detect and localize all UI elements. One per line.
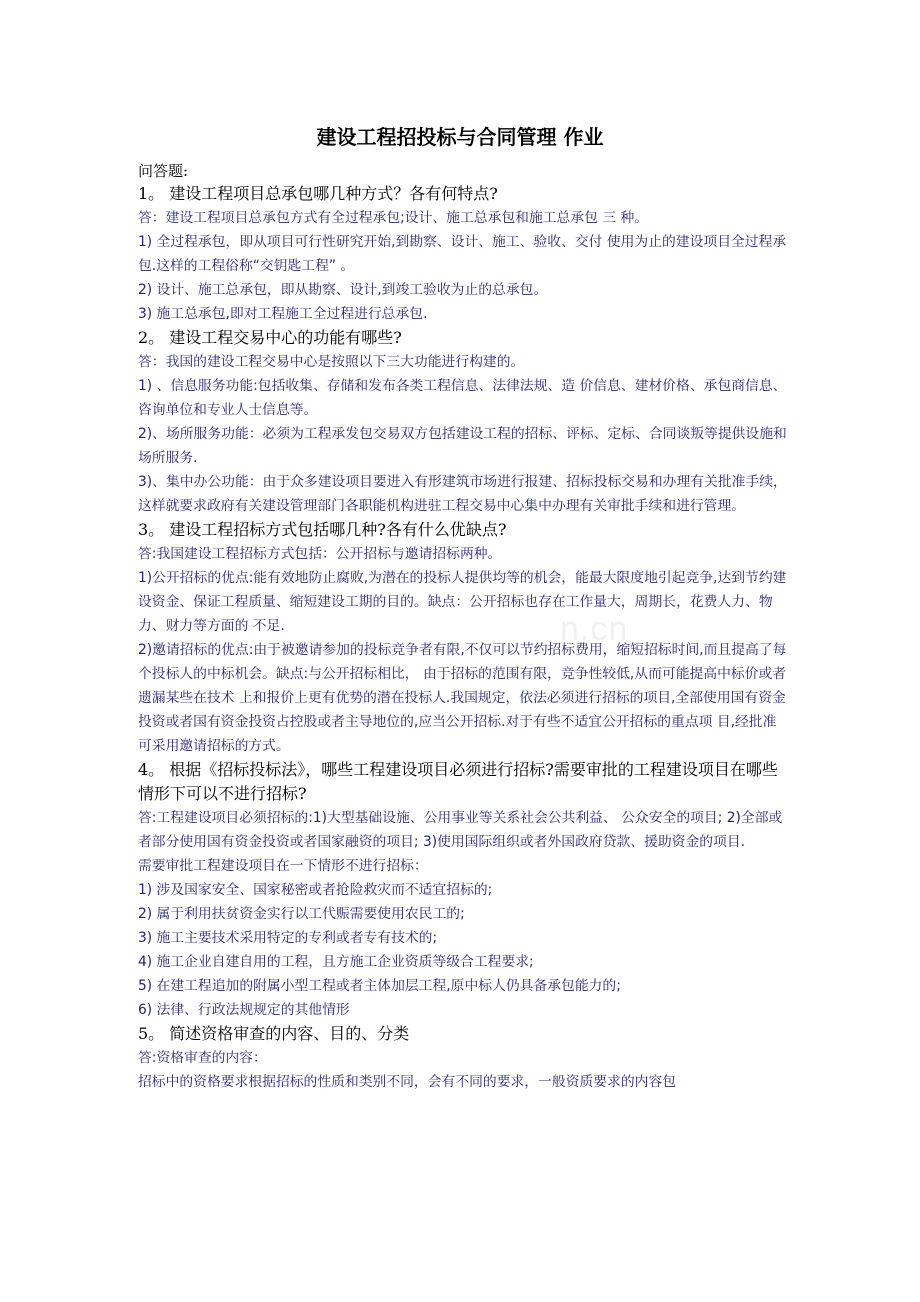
answer-paragraph: 1)公开招标的优点:能有效地防止腐败,为潜在的投标人提供均等的机会，能最大限度地引起竞争,达到节约建设资金、保证工程质量、缩短建设工期的目的。缺点：公开招标也存在工作量大，周期长，花费人力、物力、财力等方面的 不足. <box>138 570 787 634</box>
answer-paragraph: 需要审批工程建设项目在一下情形不进行招标： <box>138 858 428 874</box>
question-heading: 2。 建设工程交易中心的功能有哪些? <box>138 328 402 347</box>
answer-paragraph: 招标中的资格要求根据招标的性质和类别不同，会有不同的要求，一般资质要求的内容包 <box>138 1074 677 1090</box>
watermark-text: n.cn <box>560 610 629 648</box>
answer-paragraph: 3) 施工总承包,即对工程施工全过程进行总承包. <box>138 306 428 322</box>
answer-paragraph: 1) 、信息服务功能:包括收集、存储和发布各类工程信息、法律法规、造 价信息、建材价格、承包商信息、咨询单位和专业人士信息等。 <box>138 378 787 418</box>
answer-paragraph: 4) 施工企业自建自用的工程，且方施工企业资质等级合工程要求; <box>138 954 534 970</box>
answer-paragraph: 答:资格审查的内容： <box>138 1050 267 1066</box>
section-label: 问答题: <box>138 162 189 180</box>
answer-paragraph: 答:我国建设工程招标方式包括：公开招标与邀请招标两种。 <box>138 546 502 562</box>
question-heading: 3。 建设工程招标方式包括哪几种?各有什么优缺点? <box>138 520 507 539</box>
answer-paragraph: 1) 涉及国家安全、国家秘密或者抢险救灾而不适宜招标的; <box>138 882 493 898</box>
answer-paragraph: 2)、场所服务功能：必须为工程承发包交易双方包括建设工程的招标、评标、定标、合同谈叛等提供设施和场所服务. <box>138 426 787 466</box>
answer-paragraph: 3)、集中办公功能：由于众多建设项目要进入有形建筑市场进行报建、招标投标交易和办理有关批准手续，这样就要求政府有关建设管理部门各职能机构进驻工程交易中心集中办理有关审批手续和进行管理。 <box>138 474 787 514</box>
answer-paragraph: 1) 全过程承包，即从项目可行性研究开始,到勘察、设计、施工、验收、交付 使用为止的建设项目全过程承包.这样的工程俗称“交钥匙工程” 。 <box>138 234 787 274</box>
answer-paragraph: 2) 设计、施工总承包，即从勘察、设计,到竣工验收为止的总承包。 <box>138 282 548 298</box>
answer-paragraph: 答：建设工程项目总承包方式有全过程承包;设计、施工总承包和施工总承包 三 种。 <box>138 210 649 226</box>
answer-paragraph: 答:工程建设项目必须招标的:1)大型基础设施、公用事业等关系社会公共利益、 公众安全的项目; 2)全部或者部分使用国有资金投资或者国家融资的项目; 3)使用国际组织或者外国政府贷款、援助资金的项目. <box>138 810 783 850</box>
answer-paragraph: 6) 法律、行政法规规定的其他情形 <box>138 1002 350 1018</box>
question-heading: 4。 根据《招标投标法》，哪些工程建设项目必须进行招标?需要审批的工程建设项目在哪些情形下可以不进行招标? <box>138 760 778 803</box>
document-body <box>138 160 788 1094</box>
answer-paragraph: 3) 施工主要技术采用特定的专利或者专有技术的; <box>138 930 438 946</box>
answer-paragraph: 2)邀请招标的优点:由于被邀请参加的投标竞争者有限,不仅可以节约招标费用，缩短招标时间,而且提高了每个投标人的中标机会。缺点:与公开招标相比， 由于招标的范围有限，竞争性较低,从而可能提高中标价或者遗漏某些在技术 上和报价上更有优势的潜在投标人.我国规定，依法必须进行招标的项目,全部使用国有资金投资或者国有资金投资占控股或者主导地位的,应当公开招标.对于有些不适宜公开招标的重点项 目,经批准可采用邀请招标的方式。 <box>138 642 787 754</box>
question-heading: 5。 简述资格审查的内容、目的、分类 <box>138 1024 410 1043</box>
answer-paragraph: 答：我国的建设工程交易中心是按照以下三大功能进行构建的。 <box>138 354 525 370</box>
question-heading: 1。 建设工程项目总承包哪几种方式？各有何特点? <box>138 184 498 203</box>
answer-paragraph: 2) 属于利用扶贫资金实行以工代赈需要使用农民工的; <box>138 906 465 922</box>
answer-paragraph: 5) 在建工程追加的附属小型工程或者主体加层工程,原中标人仍具备承包能力的; <box>138 978 621 994</box>
document-title: 建设工程招投标与合同管理 作业 <box>316 125 604 149</box>
